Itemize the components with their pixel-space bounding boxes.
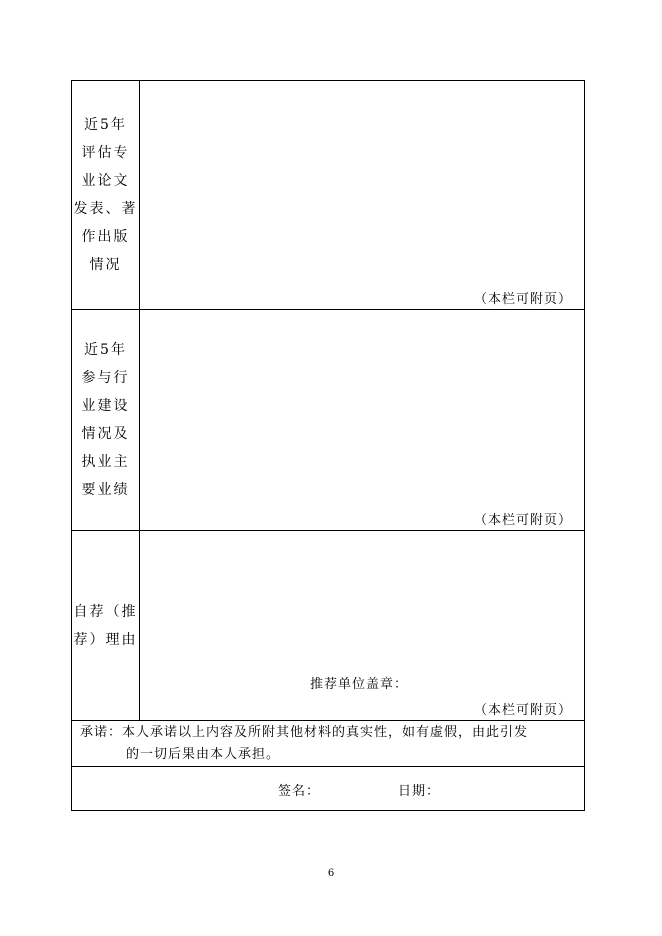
label-line: 业论文 xyxy=(81,173,130,189)
label-line: 近5年 xyxy=(84,342,127,358)
signature-area[interactable] xyxy=(72,767,585,811)
label-line: 情况及 xyxy=(81,426,130,442)
form-row-signature xyxy=(72,767,585,811)
attachment-note: （本栏可附页） xyxy=(473,292,572,307)
form-row-industry xyxy=(72,310,585,531)
label-line: 执业主 xyxy=(81,454,130,470)
attachment-note: （本栏可附页） xyxy=(473,513,572,528)
label-line: 近5年 xyxy=(84,117,127,133)
promise-line: 承诺：本人承诺以上内容及所附其他材料的真实性，如有虚假，由此引发 xyxy=(80,725,529,740)
form-row-promise xyxy=(72,721,585,767)
label-line: 发表、著 xyxy=(73,201,138,217)
label-line: 业建设 xyxy=(81,398,130,414)
page-number: 6 xyxy=(327,868,335,879)
label-line: 作出版 xyxy=(81,229,130,245)
form-row-recommendation xyxy=(72,531,585,721)
row-label-publications xyxy=(72,81,140,310)
promise-line: 的一切后果由本人承担。 xyxy=(126,747,281,762)
recommendation-input-area[interactable] xyxy=(140,531,585,721)
row-label-recommendation xyxy=(72,531,140,721)
industry-input-area[interactable] xyxy=(140,310,585,531)
application-form-table xyxy=(71,80,585,811)
date-label: 日期： xyxy=(398,784,441,799)
label-line: 荐）理由 xyxy=(73,631,138,648)
signature-label: 签名： xyxy=(278,784,321,799)
publications-input-area[interactable] xyxy=(140,81,585,310)
label-line: 情况 xyxy=(89,257,122,273)
attachment-note: （本栏可附页） xyxy=(473,703,572,718)
label-line: 评估专 xyxy=(81,145,130,161)
promise-statement xyxy=(72,721,585,767)
form-row-publications xyxy=(72,81,585,310)
label-line: 要业绩 xyxy=(81,482,130,498)
row-label-industry xyxy=(72,310,140,531)
label-line: 自荐（推 xyxy=(73,603,138,620)
label-line: 参与行 xyxy=(81,370,130,386)
unit-stamp-label: 推荐单位盖章： xyxy=(310,677,409,692)
